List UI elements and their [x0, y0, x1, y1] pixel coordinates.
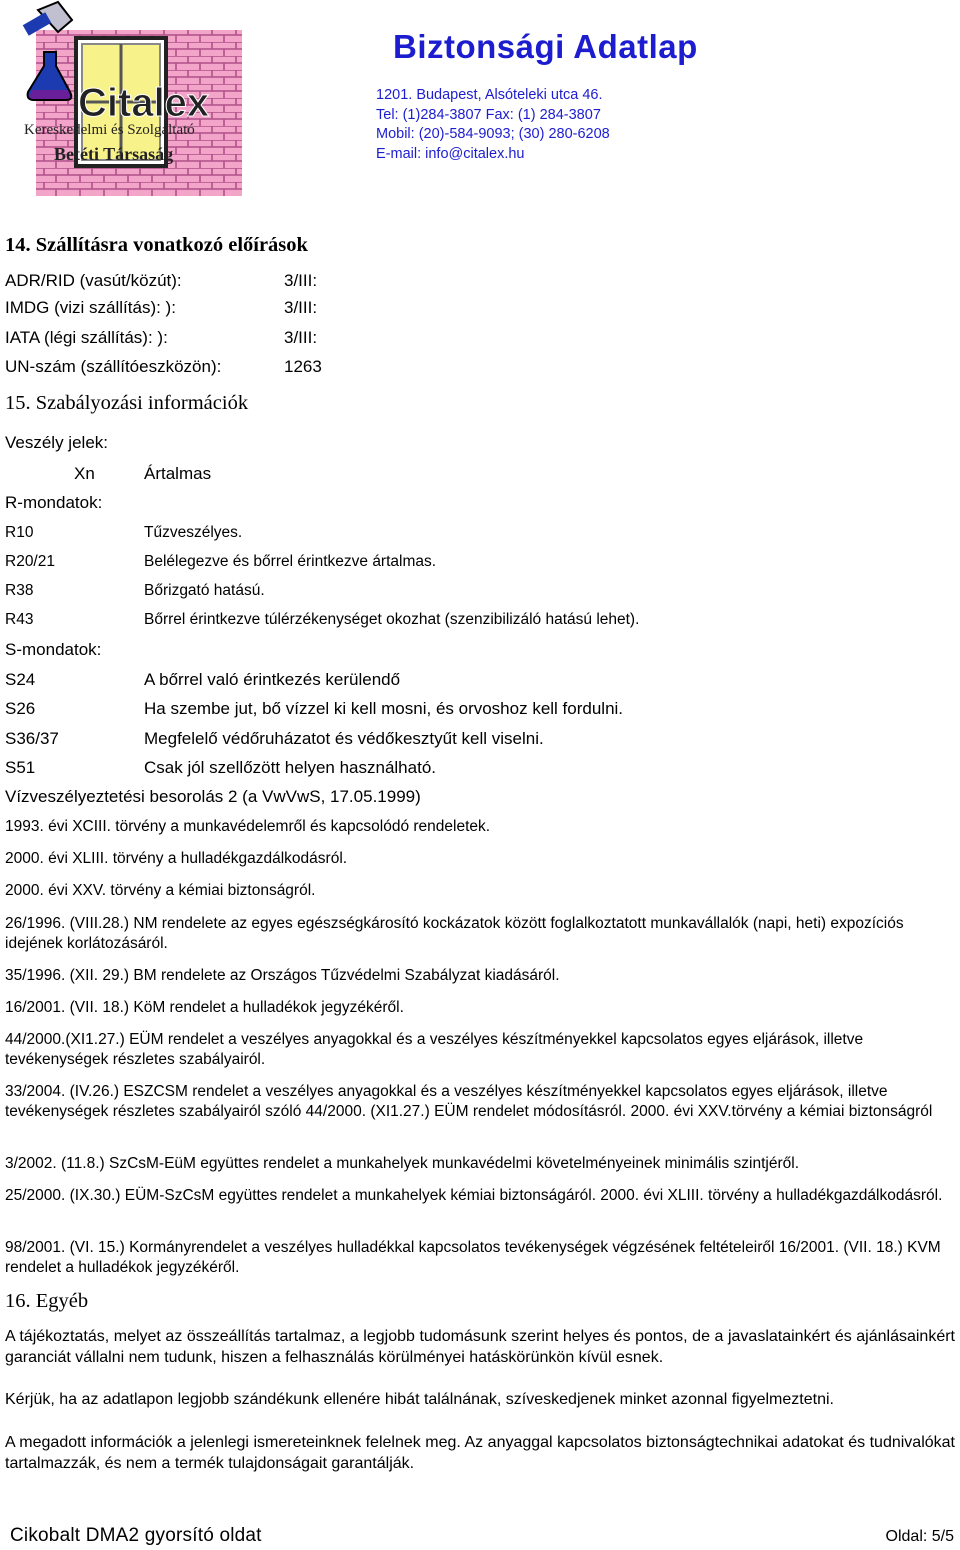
logo-wordmark: Citalex: [78, 81, 210, 125]
r-phrase-code: R43: [5, 611, 34, 628]
disclaimer-paragraph: A megadott információk a jelenlegi ismereteinknek felelnek meg. Az anyaggal kapcsolatos biztonságtechnikai adatokat és tudnivalókat tartalmazzák, és nem a termék tulajdonságait garantálják.: [5, 1434, 955, 1472]
r-phrase-code: R20/21: [5, 553, 55, 570]
disclaimer-paragraph: A tájékoztatás, melyet az összeállítás tartalmaz, a legjobb tudomásunk szerint helyes és pontos, de a javaslatainkért és ajánlásainkért garanciát vállalni nem tudunk, hiszen a felhasználás körülményei hatáskörünkön kívül esnek.: [5, 1328, 955, 1366]
mobile: Mobil: (20)-584-9093; (30) 280-6208: [376, 126, 610, 142]
r-phrase-text: Bőrizgató hatású.: [144, 582, 265, 599]
footer-page-number: Oldal: 5/5: [885, 1528, 954, 1545]
water-hazard-class: Vízveszélyeztetési besorolás 2 (a VwVwS, 17.05.1999): [5, 787, 421, 806]
law-item: 98/2001. (VI. 15.) Kormányrendelet a veszélyes hulladékkal kapcsolatos tevékenységek végzésének feltételeiről 16/2001. (VII. 18.) KVM rendelet a hulladékok jegyzékéről.: [5, 1239, 941, 1276]
r-phrase-code: R10: [5, 524, 34, 541]
footer-product-name: Cikobalt DMA2 gyorsító oldat: [10, 1525, 262, 1546]
hazard-label: Veszély jelek:: [5, 433, 108, 452]
citalex-logo: [14, 0, 250, 196]
s-phrase-text: A bőrrel való érintkezés kerülendő: [144, 670, 401, 689]
law-item: 26/1996. (VIII.28.) NM rendelete az egyes egészségkárosító kockázatok között foglalkoztatott munkavállalók (napi, heti) expozíciós idejének korlátozásáról.: [5, 915, 904, 952]
telephone: Tel: (1)284-3807 Fax: (1) 284-3807: [376, 106, 601, 123]
law-item: 44/2000.(XI1.27.) EÜM rendelet a veszélyes anyagokkal és a veszélyes készítményekkel kapcsolatos egyes eljárások, illetve tevékenységek részletes szabályairól.: [5, 1031, 864, 1068]
s-phrase-text: Megfelelő védőruházatot és védőkesztyűt kell viselni.: [144, 729, 544, 748]
s-phrase-code: S26: [5, 699, 36, 718]
section-15-heading: 15. Szabályozási információk: [5, 392, 249, 414]
section-14-heading: 14. Szállításra vonatkozó előírások: [5, 234, 308, 256]
contact-block: [376, 86, 610, 164]
address: 1201. Budapest, Alsóteleki utca 46.: [376, 87, 603, 103]
logo-subtitle-2: Betéti Társaság: [54, 144, 174, 164]
transport-label: ADR/RID (vasút/közút):: [5, 271, 182, 290]
document-title: Biztonsági Adatlap: [393, 28, 698, 65]
s-phrase-code: S24: [5, 670, 36, 689]
r-phrase-text: Bőrrel érintkezve túlérzékenységet okozhat (szenzibilizáló hatású lehet).: [144, 611, 640, 628]
law-item: 1993. évi XCIII. törvény a munkavédelemről és kapcsolódó rendeletek.: [5, 818, 491, 835]
hazard-code: Xn: [74, 464, 95, 483]
r-phrase-text: Belélegezve és bőrrel érintkezve ártalmas.: [144, 553, 437, 570]
transport-label: UN-szám (szállítóeszközön):: [5, 357, 222, 376]
law-item: 2000. évi XXV. törvény a kémiai biztonságról.: [5, 882, 316, 899]
hazard-text: Ártalmas: [144, 464, 212, 483]
email: E-mail: info@citalex.hu: [376, 145, 525, 162]
law-item: 2000. évi XLIII. törvény a hulladékgazdálkodásról.: [5, 850, 348, 867]
transport-label: IATA (légi szállítás): ):: [5, 328, 168, 347]
r-phrase-text: Tűzveszélyes.: [144, 524, 243, 541]
law-item: 33/2004. (IV.26.) ESZCSM rendelet a veszélyes anyagokkal és a veszélyes készítményekkel kapcsolatos egyes eljárások, illetve tevékenységek részletes szabályairól szóló 44/2000. (XI1.27.) EÜM rendelet módosításról. 2000. évi XXV.törvény a kémiai biztonságról: [5, 1083, 933, 1120]
transport-label: IMDG (vizi szállítás): ):: [5, 298, 176, 317]
law-item: 25/2000. (IX.30.) EÜM-SzCsM együttes rendelet a munkahelyek kémiai biztonságáról. 2000. évi XLIII. törvény a hulladékgazdálkodásról.: [5, 1187, 943, 1204]
r-phrases-label: R-mondatok:: [5, 493, 103, 512]
transport-value: 3/III:: [284, 271, 318, 290]
s-phrase-text: Csak jól szellőzött helyen használható.: [144, 758, 436, 777]
s-phrase-code: S51: [5, 758, 36, 777]
r-phrase-code: R38: [5, 582, 34, 599]
section-16-heading: 16. Egyéb: [5, 1290, 89, 1312]
s-phrases-label: S-mondatok:: [5, 640, 102, 659]
transport-value: 3/III:: [284, 328, 318, 347]
s-phrase-code: S36/37: [5, 729, 59, 748]
law-item: 35/1996. (XII. 29.) BM rendelete az Országos Tűzvédelmi Szabályzat kiadásáról.: [5, 967, 560, 984]
law-item: 16/2001. (VII. 18.) KöM rendelet a hulladékok jegyzékéről.: [5, 999, 404, 1016]
transport-value: 1263: [284, 357, 322, 376]
logo-subtitle-1: Kereskedelmi és Szolgáltató: [24, 122, 195, 138]
disclaimer-paragraph: Kérjük, ha az adatlapon legjobb szándékunk ellenére hibát találnának, szíveskedjenek minket azonnal figyelmeztetni.: [5, 1391, 834, 1408]
s-phrase-text: Ha szembe jut, bő vízzel ki kell mosni, és orvoshoz kell fordulni.: [144, 699, 624, 718]
law-item: 3/2002. (11.8.) SzCsM-EüM együttes rendelet a munkahelyek munkavédelmi követelményeinek minimális szintjéről.: [5, 1155, 800, 1172]
transport-value: 3/III:: [284, 298, 318, 317]
